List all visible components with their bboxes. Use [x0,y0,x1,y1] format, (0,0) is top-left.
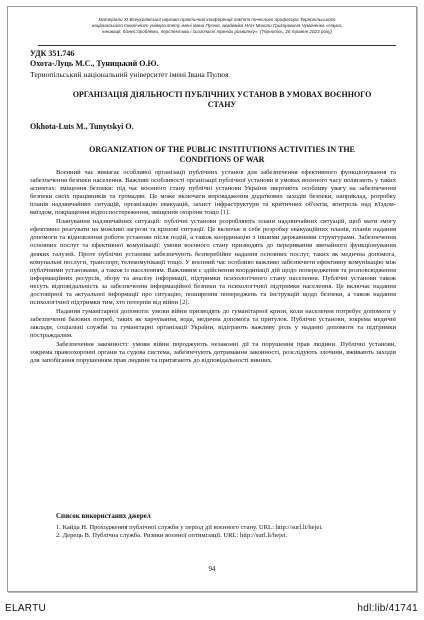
body-paragraph: Забезпечення законності: умови війни породжують незаконні дії та порушення прав людини. Публічні установи, зокрема правоохоронні органи та судова система, забезпечують дотримання законності, розслідують злочини, вживають заходів для запобігання порушенням прав людини та притягають до відповідальності винних. [30,340,396,364]
article-body [30,169,396,366]
conference-header-line: інновації, бізнес:проблеми, перспективи і сьогочасні тренди розвитку». (Тернопіль, 26 травня 2023 року) [102,29,332,34]
page-content [8,7,416,591]
conference-header [38,17,396,35]
repository-label: ELARTU [5,603,47,614]
udc-code: УДК 351.746 [30,49,75,58]
authors-english: Okhota-Luts M., Tunytskyi O. [30,122,134,131]
handle-identifier: hdl:lib/41741 [357,603,418,614]
title-english: ORGANIZATION OF THE PUBLIC INSTITUTIONS ACTIVITIES IN THE CONDITIONS OF WAR [89,145,355,164]
title-ukrainian: ОРГАНІЗАЦІЯ ДІЯЛЬНОСТІ ПУБЛІЧНИХ УСТАНОВ В УМОВАХ ВОЄННОГО СТАНУ [72,90,372,109]
page-number: 94 [208,565,216,573]
references-list [30,524,396,541]
body-paragraph: Воєнний час вимагає особливої організації публічних установ для забезпечення ефективного функціонування та забезпечення безпеки населення. Важливі особливості організації публічної установи в умовах воєнного часу полягають у таких аспектах: зміщення безпеки: під час воєнного стану публічні установи України звертають особливу увагу на забезпечення безпеки своїх працівників та громадян. Це може включати впровадження додаткових заходів безпеки, наприклад, розробку планів надзвичайних ситуацій, організацію евакуацій, захист інфраструктури та критичних об'єктів, контроль над в'їздом-виїздом, покращення відеоспостереження, зміщення охорони тощо [1]. [30,169,396,217]
affiliation: Тернопільський національний університет імені Івана Пулюя [30,70,229,79]
reference-item: 1. Кайда Н. Проходження публічної служби у період дії воєнного стану. URL: http://surl.li/hejei. [56,524,323,531]
body-paragraph: Надання гуманітарної допомоги: умови війни призводять до гуманітарної кризи, коли населення потребує допомоги у забезпеченні базових потреб, таких як харчування, вода, медична допомога та притулок. Публічні установи, зокрема медичні заклади, соціальні служби та гуманітарні організації України, відіграють важливу роль у наданні допомоги та підтримки постраждалим. [30,307,396,340]
conference-header-line: Матеріали ХІ Всеукраїнської науково-практичної конференції пам'яті почесного професора Тернопільського [98,17,336,22]
conference-header-line: національного технічного університету імені Івана Пулюя, академіка НАН Миколи Григоровича Чумаченка «Наука, [91,23,343,28]
references-heading: Список використаних джерел [56,512,151,520]
body-paragraph: Планування надзвичайних ситуацій: публічні установи розробляють плани надзвичайних ситуацій, щоб мати змогу ефективно реагувати на можливі загрози та кризові ситуації. Це включає в себе розробку евакуаційних планів, планів надання допомоги та відновлення роботи установи після подій, а також координацію з іншими державними структурами. Забезпечення основних послуг та ефективної комунікації: умови воєнного стану призводять до переривання звичайного функціонування деяких галузей. Проте публічні установи забезпечують безперебійне надання основних послуг, таких як медична допомога, комунальні послуги, транспорт, телекомунікації тощо. У воєнний час особливо важливо забезпечити ефективну комунікацію між публічними установами, а також із населенням. Важливим є здійснення координації дій щодо попередження та розповсюдження інформаційних ресурсів, збору та аналізу інформації, підтримки психологічного стану населення. Публічні установи також несуть відповідальність за забезпечення інформаційної безпеки та психологічної підтримки населення. Це включає надання достовірної та актуальної інформації про ситуацію, поширення попереджень та інструкцій щодо безпеки, а також надання психологічної підтримки тим, хто потерпів від війни [2]. [30,218,396,307]
document-page [7,6,417,592]
reference-item: 2. Дерець В. Публічна служба. Ризики воєнної оптимізації. URL: http://surl.li/hejei. [56,532,288,540]
header-divider [38,45,396,46]
authors-ukrainian: Охота-Луць М.С., Туницький О.Ю. [30,59,159,68]
